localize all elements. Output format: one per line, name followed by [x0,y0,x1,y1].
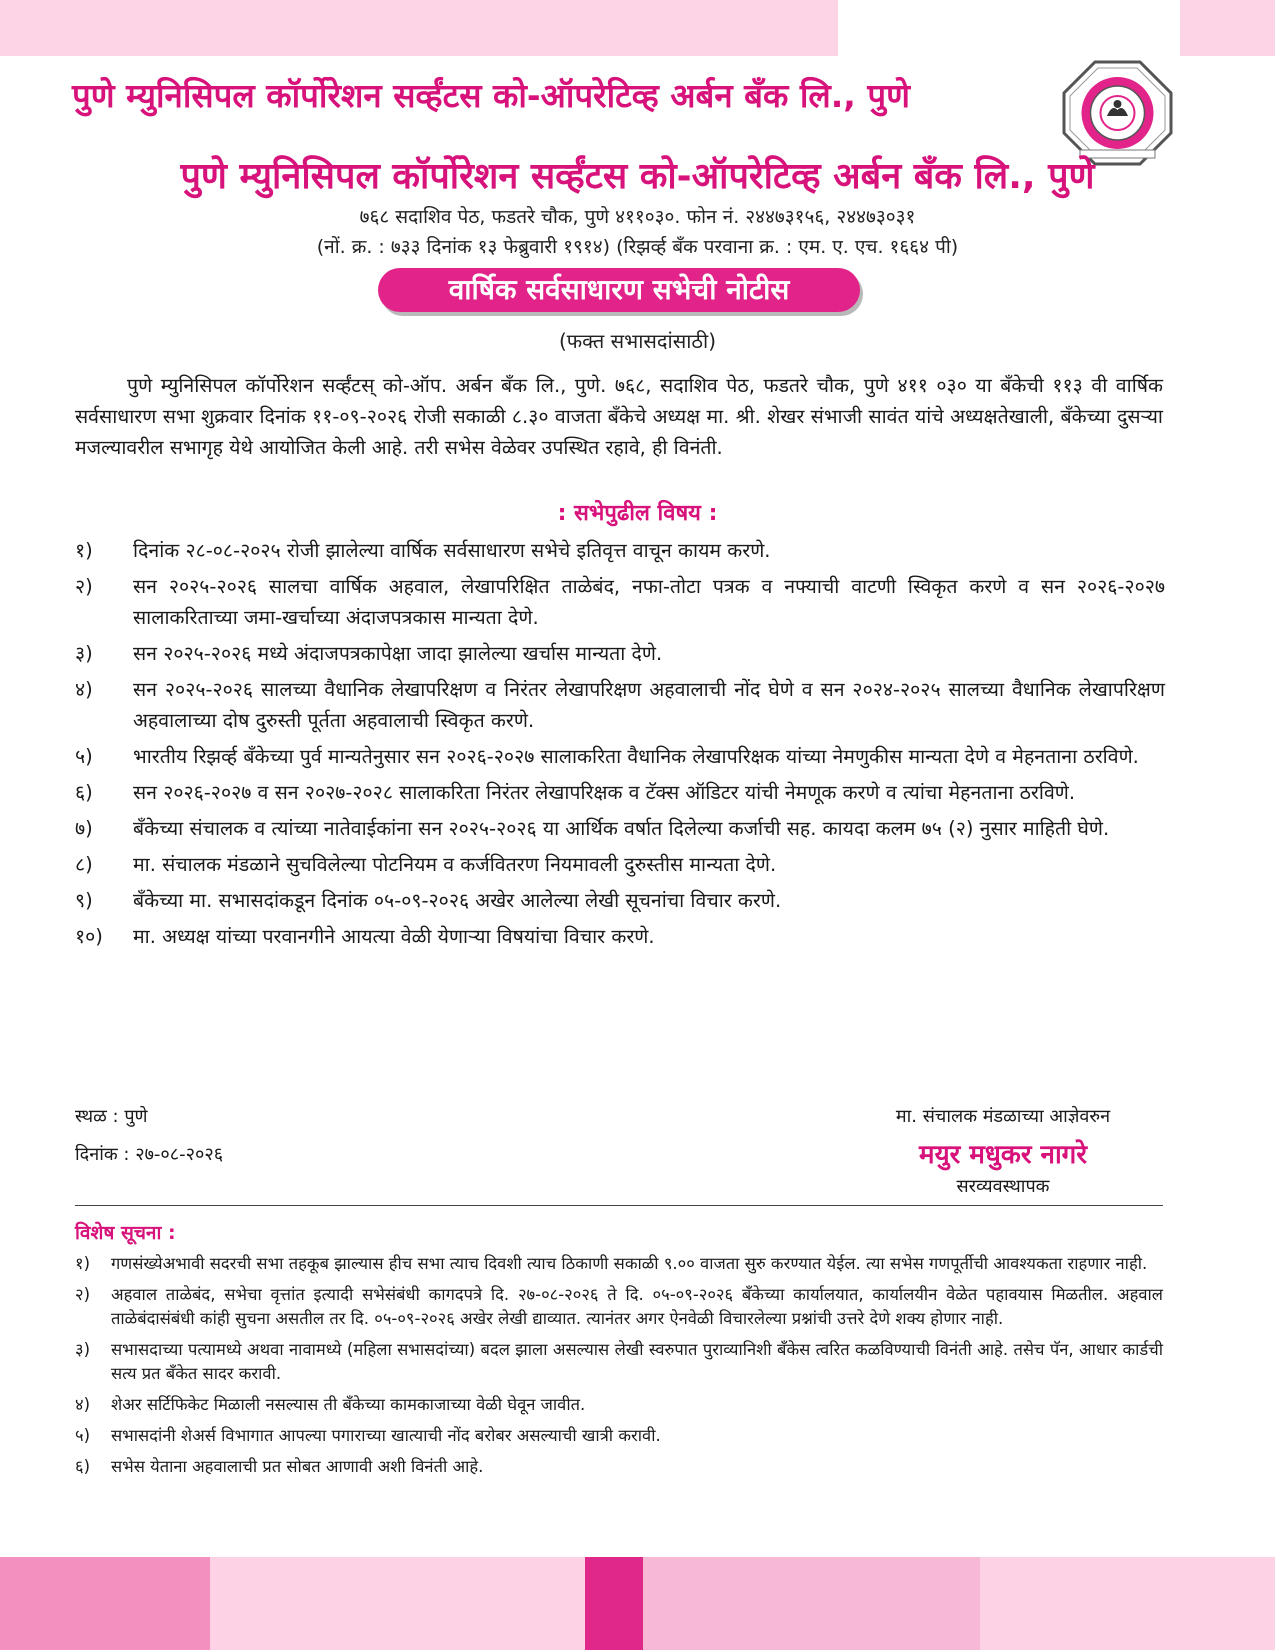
bottom-band [210,1557,585,1650]
agenda-text: सन २०२५-२०२६ सालच्या वैधानिक लेखापरिक्षण व निरंतर लेखापरिक्षण अहवालाची नोंद घेणे व सन २०२४-२०२५ सालच्या वैधानिक लेखापरिक्षण अहवालाच्या दोष दुरुस्ती पूर्तता अहवालाची स्विकृत करणे. [133,678,1165,732]
divider [75,1205,1163,1206]
signer-designation: सरव्यवस्थापक [956,1176,1050,1197]
agenda-text: मा. अध्यक्ष यांच्या परवानगीने आयत्या वेळी येणाऱ्या विषयांचा विचार करणे. [133,925,655,948]
notice-title: वार्षिक सर्वसाधारण सभेची नोटीस [378,268,860,312]
note-text: सभेस येताना अहवालाची प्रत सोबत आणावी अशी विनंती आहे. [111,1457,484,1476]
note-number: ६) [75,1457,91,1476]
top-band-right [1180,0,1275,56]
agenda-item [75,813,1165,844]
note-item [75,1424,1163,1448]
note-text: शेअर सर्टिफिकेट मिळाली नसल्यास ती बँकेच्या कामकाजाच्या वेळी घेवून जावीत. [111,1395,586,1414]
agenda-item [75,741,1165,772]
agenda-list [75,535,1165,957]
agenda-item [75,921,1165,952]
agenda-number: ३) [75,642,93,665]
note-text: सभासदांनी शेअर्स विभागात आपल्या पगाराच्या खात्याची नोंद बरोबर असल्याची खात्री करावी. [111,1426,661,1445]
place-label: स्थळ : पुणे [75,1106,148,1127]
note-text: सभासदाच्या पत्यामध्ये अथवा नावामध्ये (महिला सभासदांच्या) बदल झाला असल्यास लेखी स्वरुपात पुराव्यानिशी बँकेस त्वरित कळविण्याची विनंती आहे. तसेच पॅन, आधार कार्डची सत्य प्रत बँकेत सादर करावी. [111,1340,1163,1383]
note-number: ३) [75,1340,91,1359]
agenda-item [75,638,1165,669]
agenda-number: ७) [75,817,93,840]
agenda-text: सन २०२६-२०२७ व सन २०२७-२०२८ सालाकरिता निरंतर लेखापरिक्षक व टॅक्स ऑडिटर यांची नेमणूक करणे व त्यांचा मेहनताना ठरविणे. [133,781,1076,804]
agenda-number: ४) [75,678,93,701]
agenda-text: बँकेच्या संचालक व त्यांच्या नातेवाईकांना सन २०२५-२०२६ या आर्थिक वर्षात दिलेल्या कर्जाची सह. कायदा कलम ७५ (२) नुसार माहिती घेणे. [133,817,1110,840]
special-notes-heading: विशेष सूचना : [75,1222,176,1244]
agenda-number: २) [75,575,93,598]
agenda-item [75,849,1165,880]
brand-name-top: पुणे म्युनिसिपल कॉर्पोरेशन सर्व्हंटस को-ऑपरेटिव्ह अर्बन बँक लि., पुणे [72,76,910,115]
agenda-item [75,674,1165,736]
agenda-heading: : सभेपुढील विषय : [557,501,718,526]
agenda-text: बँकेच्या मा. सभासदांकडून दिनांक ०५-०९-२०२६ अखेर आलेल्या लेखी सूचनांचा विचार करणे. [133,889,782,912]
note-item [75,1393,1163,1417]
agenda-number: १०) [75,925,103,948]
agenda-item [75,535,1165,566]
bottom-band [643,1557,980,1650]
agenda-number: ६) [75,781,93,804]
note-item [75,1283,1163,1331]
note-item [75,1455,1163,1479]
bottom-band [980,1557,1275,1650]
agenda-item [75,777,1165,808]
agenda-text: दिनांक २८-०८-२०२५ रोजी झालेल्या वार्षिक सर्वसाधारण सभेचे इतिवृत्त वाचून कायम करणे. [133,539,771,562]
agenda-text: भारतीय रिझर्व्ह बँकेच्या पुर्व मान्यतेनुसार सन २०२६-२०२७ सालाकरिता वैधानिक लेखापरिक्षक यांच्या नेमणुकीस मान्यता देणे व मेहनताना ठरविणे. [133,745,1139,768]
note-number: ४) [75,1395,91,1414]
bank-address: ७६८ सदाशिव पेठ, फडतरे चौक, पुणे ४११०३०. फोन नं. २४४७३१५६, २४४७३०३१ [359,206,916,228]
agenda-number: ८) [75,853,93,876]
agenda-text: मा. संचालक मंडळाने सुचविलेल्या पोटनियम व कर्जवितरण नियमावली दुरुस्तीस मान्यता देणे. [133,853,777,876]
registration-info: (नों. क्र. : ७३३ दिनांक १३ फेब्रुवारी १९१४) (रिझर्व्ह बँक परवाना क्र. : एम. ए. एच. १६६४ पी) [316,236,959,258]
note-number: ५) [75,1426,91,1445]
special-notes-list [75,1252,1163,1486]
signer-name: मयुर मधुकर नागरे [919,1140,1087,1170]
note-number: १) [75,1254,91,1273]
top-band-left [0,0,838,56]
agenda-number: ५) [75,745,93,768]
note-text: गणसंख्येअभावी सदरची सभा तहकूब झाल्यास हीच सभा त्याच दिवशी त्याच ठिकाणी सकाळी ९.०० वाजता सुरु करण्यात येईल. त्या सभेस गणपूर्तीची आवश्यकता राहणार नाही. [111,1254,1148,1273]
agenda-text: सन २०२५-२०२६ मध्ये अंदाजपत्रकापेक्षा जादा झालेल्या खर्चास मान्यता देणे. [133,642,663,665]
brand-name-main: पुणे म्युनिसिपल कॉर्पोरेशन सर्व्हंटस को-ऑपरेटिव्ह अर्बन बँक लि., पुणे [180,156,1095,197]
notice-intro: पुणे म्युनिसिपल कॉर्पोरेशन सर्व्हंटस् को-ऑप. अर्बन बँक लि., पुणे. ७६८, सदाशिव पेठ, फडतरे चौक, पुणे ४११ ०३० या बँकेची ११३ वी वार्षिक सर्वसाधारण सभा शुक्रवार दिनांक ११-०९-२०२६ रोजी सकाळी ८.३० वाजता बँकेचे अध्यक्ष मा. श्री. शेखर संभाजी सावंत यांचे अध्यक्षतेखाली, बँकेच्या दुसऱ्या मजल्यावरील सभागृह येथे आयोजित केली आहे. तरी सभेस वेळेवर उपस्थित रहावे, ही विनंती. [75,374,1163,459]
agenda-item [75,571,1165,633]
agenda-number: १) [75,539,93,562]
note-text: अहवाल ताळेबंद, सभेचा वृत्तांत इत्यादी सभेसंबंधी कागदपत्रे दि. २७-०८-२०२६ ते दि. ०५-०९-२०२६ बँकेच्या कार्यालयात, कार्यालयीन वेळेत पहावयास मिळतील. अहवाल ताळेबंदासंबंधी कांही सुचना असतील तर दि. ०५-०९-२०२६ अखेर लेखी द्याव्यात. त्यानंतर अगर ऐनवेळी विचारलेल्या प्रश्नांची उत्तरे देणे शक्य होणार नाही. [111,1285,1163,1328]
date-label: दिनांक : २७-०८-२०२६ [75,1144,224,1165]
notice-subtitle: (फक्त सभासदांसाठी) [558,329,717,353]
note-item [75,1252,1163,1276]
note-item [75,1338,1163,1386]
note-number: २) [75,1285,91,1304]
agenda-text: सन २०२५-२०२६ सालचा वार्षिक अहवाल, लेखापरिक्षित ताळेबंद, नफा-तोटा पत्रक व नफ्याची वाटणी स्विकृत करणे व सन २०२६-२०२७ सालाकरिताच्या जमा-खर्चाच्या अंदाजपत्रकास मान्यता देणे. [133,575,1165,629]
agenda-item [75,885,1165,916]
bottom-band [585,1557,643,1650]
agenda-number: ९) [75,889,93,912]
bottom-band [0,1557,210,1650]
board-order-text: मा. संचालक मंडळाच्या आज्ञेवरुन [895,1106,1111,1127]
